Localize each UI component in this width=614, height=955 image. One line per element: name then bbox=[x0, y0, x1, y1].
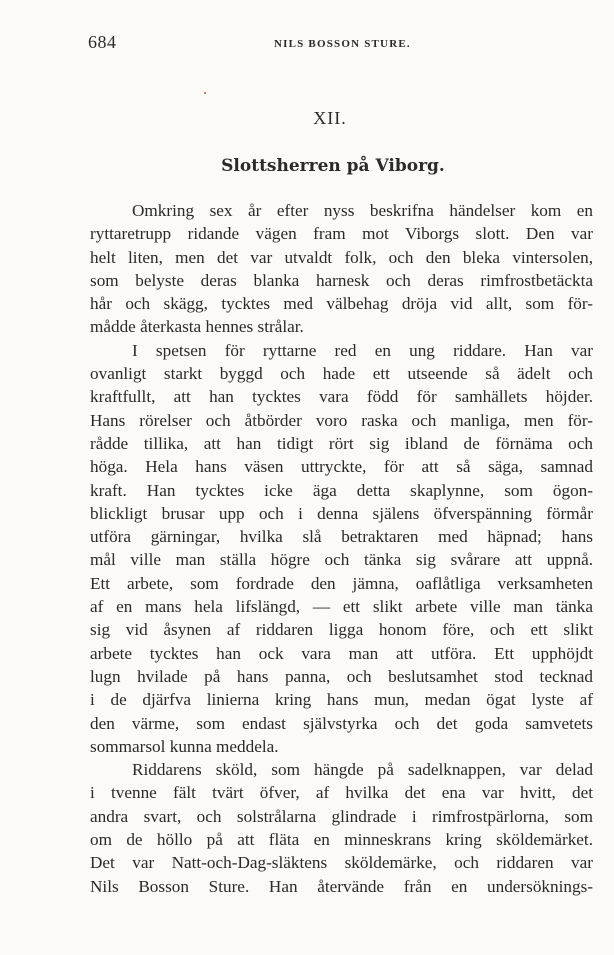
text-line: sig vid åsynen af riddaren ligga honom före, och ett slikt bbox=[90, 620, 593, 640]
text-line: Omkring sex år efter nyss beskrifna händelser kom en bbox=[132, 201, 593, 220]
text-line: om de höllo på att fläta en minneskrans kring sköldemärket. bbox=[90, 830, 593, 850]
text-line: i de djärfva linierna kring hans mun, medan ögat lyste af bbox=[90, 690, 593, 710]
body-text bbox=[90, 199, 593, 898]
text-line: den värme, som endast självstyrka och det goda samvetets bbox=[90, 713, 593, 733]
text-line: i tvenne fält tvärt öfver, af hvilka det ena var hvitt, det bbox=[90, 783, 593, 803]
text-line: mål ville man ställa högre och tänka sig svårare att uppnå. bbox=[90, 550, 593, 570]
text-line: Hans rörelser och åtbörder voro raska och manliga, men för- bbox=[90, 410, 593, 430]
chapter-number: XII. bbox=[313, 108, 347, 128]
text-line: Nils Bosson Sture. Han återvände från en undersöknings- bbox=[90, 876, 593, 896]
text-line: mådde återkasta hennes strålar. bbox=[90, 317, 304, 337]
text-line: ryttaretrupp ridande vägen fram mot Viborgs slott. Den var bbox=[90, 224, 593, 244]
text-line: hår och skägg, tycktes med välbehag dröja vid allt, som för- bbox=[90, 294, 593, 314]
text-line: af en mans hela lifslängd, — ett slikt arbete ville man tänka bbox=[90, 597, 593, 617]
text-line: andra svart, och solstrålarna glindrade i rimfrostpärlorna, som bbox=[90, 806, 593, 826]
text-line: Riddarens sköld, som hängde på sadelknappen, var delad bbox=[132, 760, 593, 780]
page-number: 684 bbox=[88, 32, 117, 52]
text-line: arbete tycktes han ock vara man att utföra. Ett upphöjdt bbox=[90, 643, 593, 663]
text-line: rådde tillika, att han tidigt rört sig ibland de förnäma och bbox=[90, 433, 593, 453]
running-head: NILS BOSSON STURE. bbox=[274, 38, 411, 50]
text-line: sommarsol kunna meddela. bbox=[90, 736, 279, 756]
text-line: helt liten, men det var utvaldt folk, och den bleka vintersolen, bbox=[90, 247, 593, 267]
text-line: ovanligt starkt byggd och hade ett utseende så ädelt och bbox=[90, 364, 593, 384]
page-header bbox=[88, 32, 588, 56]
text-line: Det var Natt-och-Dag-släktens sköldemärke, och riddaren var bbox=[90, 853, 593, 873]
text-line: höga. Hela hans väsen uttryckte, för att så säga, samnad bbox=[90, 457, 593, 477]
text-line: som belyste deras blanka harnesk och deras rimfrostbetäckta bbox=[90, 270, 593, 290]
text-line: lugn hvilade på hans panna, och beslutsamhet stod tecknad bbox=[90, 666, 593, 686]
text-line: utföra gärningar, hvilka slå betraktaren med häpnad; hans bbox=[90, 527, 593, 547]
text-line: blickligt brusar upp och i denna själens öfverspänning förmår bbox=[90, 503, 593, 523]
text-line: kraftfullt, att han tycktes vara född för samhällets höjder. bbox=[90, 387, 593, 407]
text-line: I spetsen för ryttarne red en ung riddare. Han var bbox=[132, 340, 593, 360]
text-line: kraft. Han tycktes icke äga detta skaplynne, som ögon- bbox=[90, 480, 593, 500]
chapter-title: Slottsherren på Viborg. bbox=[221, 156, 445, 176]
text-line: Ett arbete, som fordrade den jämna, oaflåtliga verksamheten bbox=[90, 573, 593, 593]
ink-speck bbox=[204, 92, 206, 94]
